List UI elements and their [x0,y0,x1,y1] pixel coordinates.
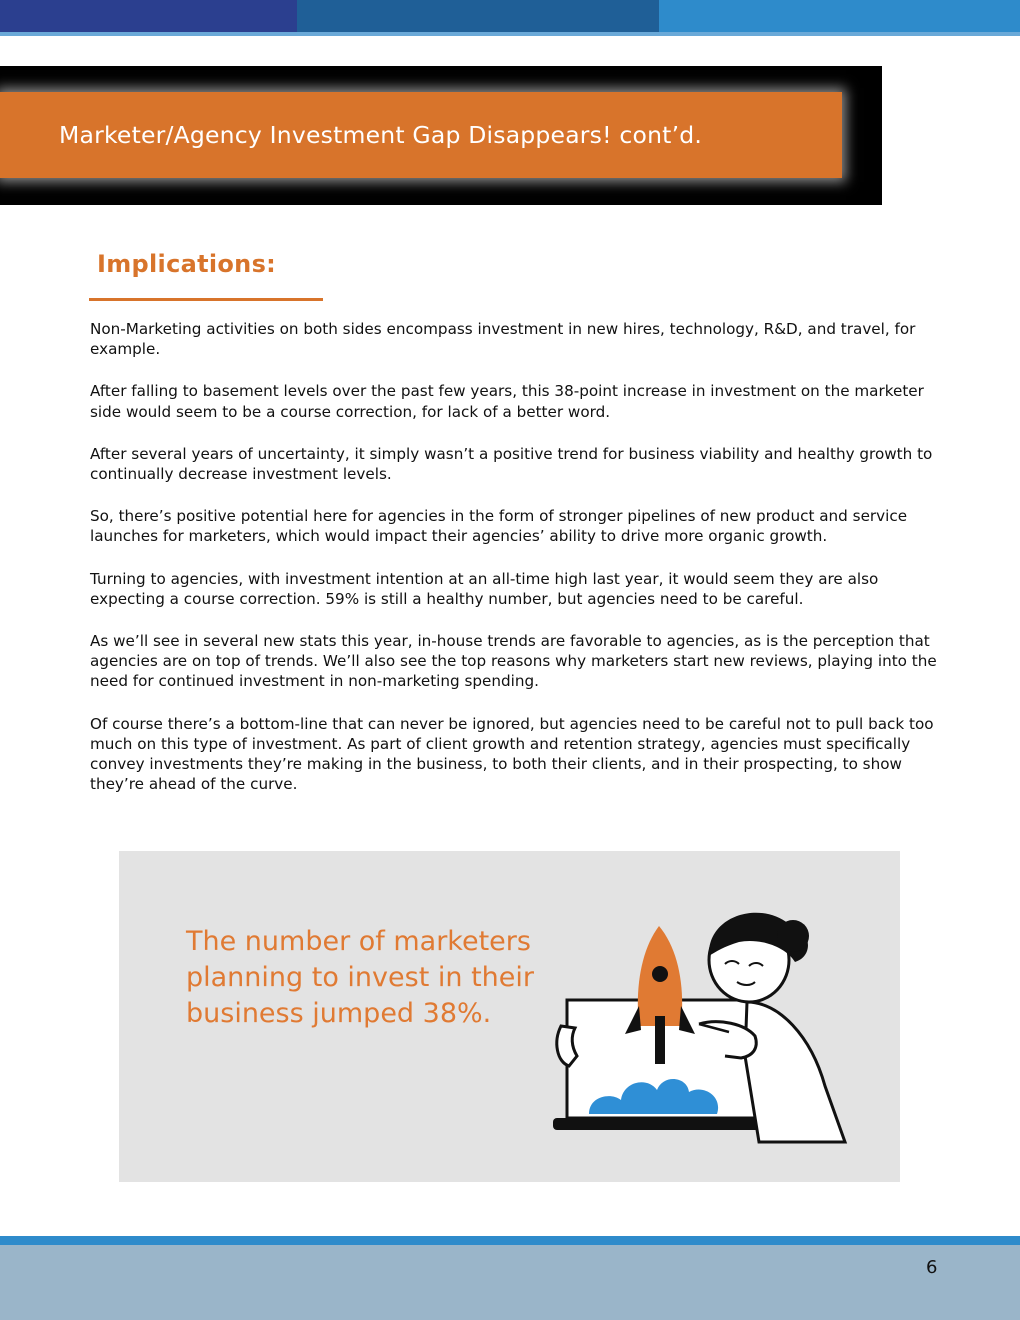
paragraph: Turning to agencies, with investment intention at an all-time high last year, it would seem they are also expecting a course correction. 59% is still a healthy number, but agencies need to be careful. [90,569,879,608]
top-color-bar [0,0,1020,32]
paragraph: As we’ll see in several new stats this year, in-house trends are favorable to agencies, as is the perception that agencies are on top of trends. We’ll also see the top reasons why marketers start new reviews, playing into the need for continued investment in non-marketing spending. [90,632,937,691]
paragraph: Non-Marketing activities on both sides encompass investment in new hires, technology, R&D, and travel, for example. [90,320,916,359]
heading-underline [89,298,323,301]
top-divider-line [0,32,1020,36]
top-bar-segment-dark [0,0,297,32]
paragraph: So, there’s positive potential here for agencies in the form of stronger pipelines of new product and service launches for marketers, which would impact their agencies’ ability to drive more organic growth. [90,507,908,546]
paragraph: After falling to basement levels over the past few years, this 38-point increase in investment on the marketer side would seem to be a course correction, for lack of a better word. [90,382,924,421]
footer-band [0,1245,1020,1320]
footer-divider-line [0,1236,1020,1245]
infographic-panel [119,851,900,1182]
implications-body [90,319,940,816]
implications-heading: Implications: [97,250,277,278]
infographic-stat-text: The number of marketers planning to invest in their business jumped 38%. [186,926,534,1029]
top-bar-segment-light [659,0,1020,32]
paragraph: After several years of uncertainty, it simply wasn’t a positive trend for business viability and healthy growth to continually decrease investment levels. [90,444,933,484]
person-with-laptop-rocket-icon [549,906,869,1156]
paragraph: Of course there’s a bottom-line that can never be ignored, but agencies need to be careful not to pull back too much on this type of investment. As part of client growth and retention strategy, agencies must specifically convey investments they’re making in the business, to both their clients, and in their prospecting, to show they’re ahead of the curve. [90,714,934,794]
top-bar-segment-mid [297,0,659,32]
title-banner [0,92,842,178]
page-number: 6 [926,1257,938,1278]
page-title: Marketer/Agency Investment Gap Disappears! cont’d. [59,121,703,149]
